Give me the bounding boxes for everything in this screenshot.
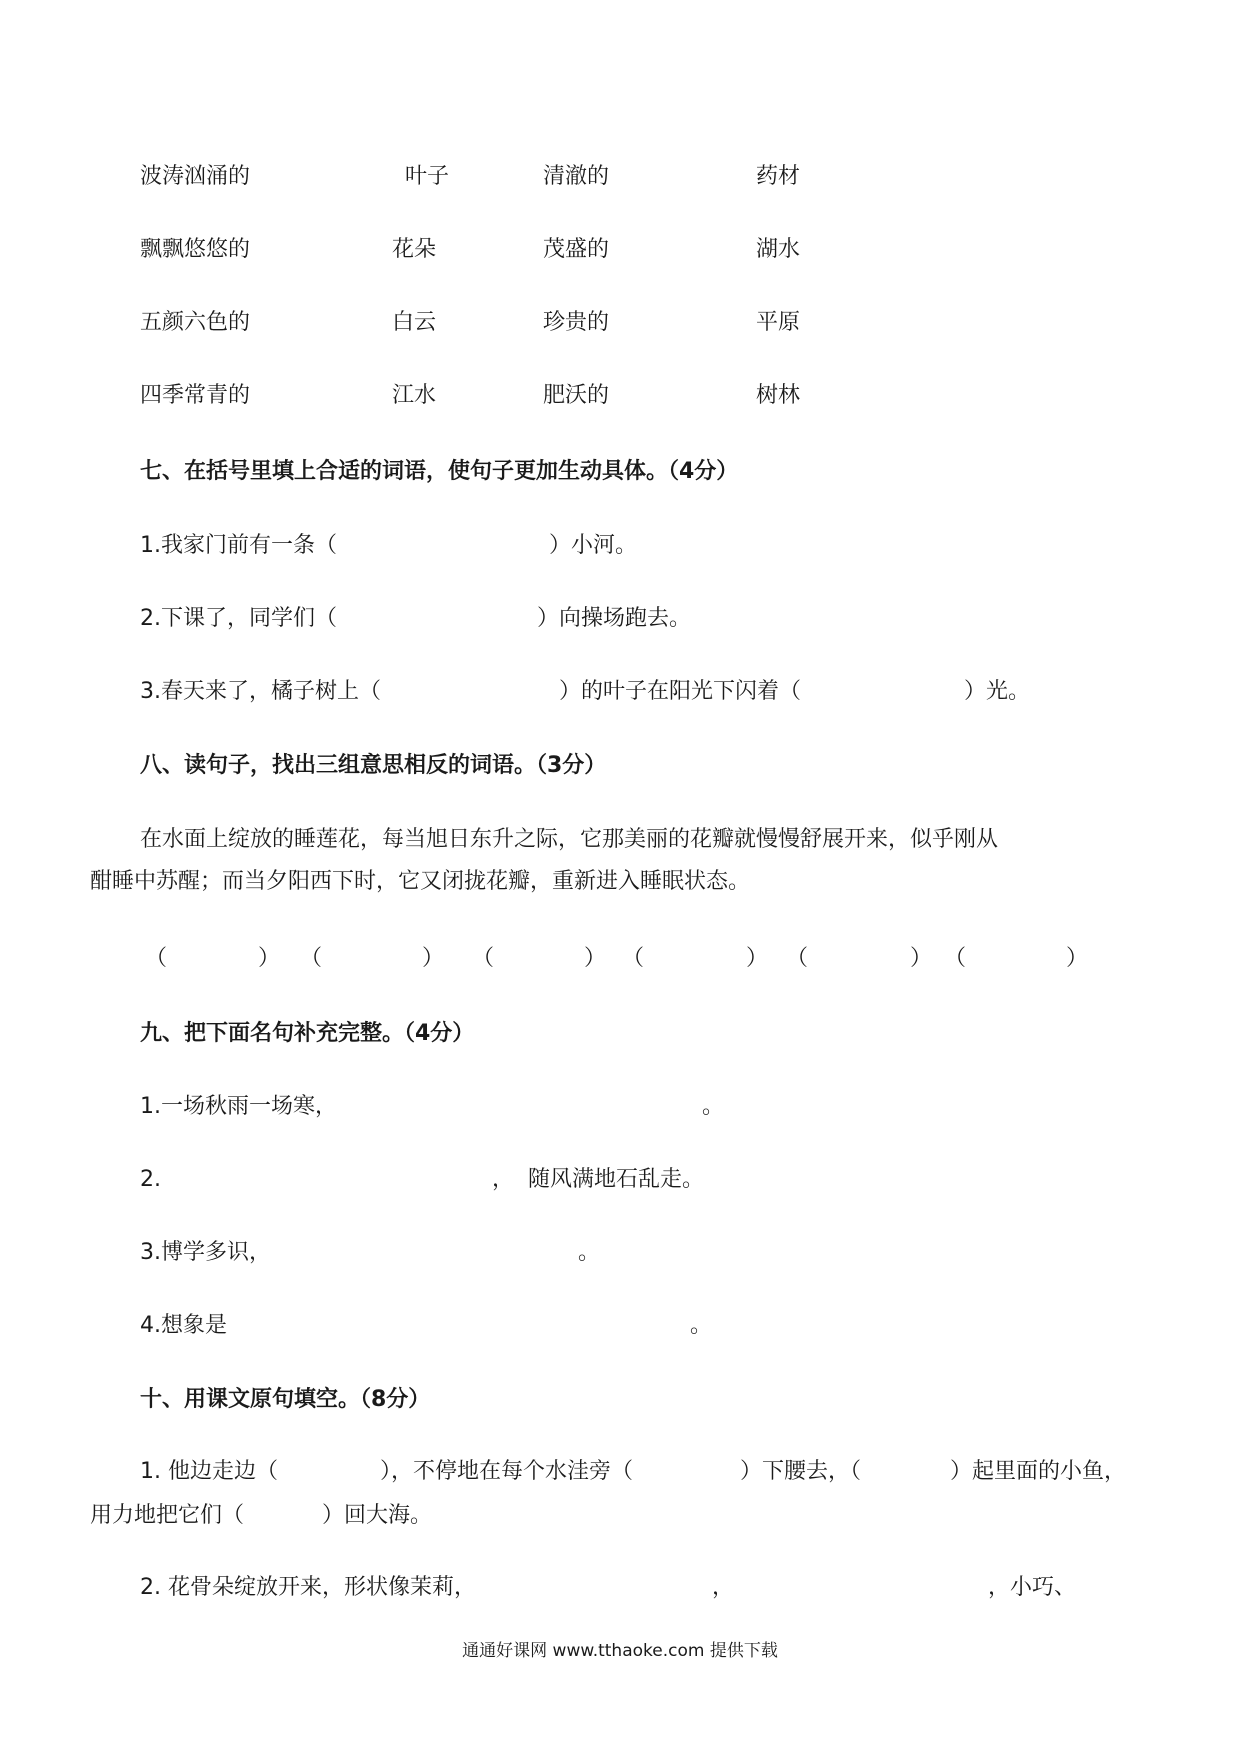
match-cell: 飘飘悠悠的 — [140, 237, 251, 262]
match-cell: 花朵 — [392, 237, 437, 262]
quote-text: 。 — [578, 1240, 601, 1265]
reading-paragraph-line: 酣睡中苏醒；而当夕阳西下时，它又闭拢花瓣，重新进入睡眠状态。 — [90, 869, 751, 894]
section8-heading: 八、读句子，找出三组意思相反的词语。（3分） — [140, 753, 607, 778]
quote-text: 4.想象是 — [140, 1313, 227, 1338]
match-cell: 白云 — [392, 310, 437, 335]
match-cell: 肥沃的 — [543, 383, 610, 408]
bracket-close: ） — [422, 946, 445, 971]
bracket-close: ） — [910, 946, 933, 971]
question-text: ）的叶子在阳光下闪着（ — [559, 679, 802, 704]
section10-heading: 十、用课文原句填空。（8分） — [140, 1387, 431, 1412]
question-text: ）向操场跑去。 — [537, 606, 692, 631]
quote-text: 3.博学多识， — [140, 1240, 271, 1265]
bracket-close: ） — [1066, 946, 1089, 971]
bracket-open: （ — [786, 946, 809, 971]
match-cell: 平原 — [756, 310, 801, 335]
quote-text: 。 — [690, 1313, 713, 1338]
fill-text: 2. 花骨朵绽放开来，形状像茉莉， — [140, 1575, 476, 1600]
quote-text: ， 随风满地石乱走。 — [492, 1167, 704, 1192]
section9-heading: 九、把下面名句补充完整。（4分） — [140, 1021, 475, 1046]
bracket-open: （ — [944, 946, 967, 971]
fill-text: ），不停地在每个水洼旁（ — [380, 1459, 634, 1484]
match-cell: 波涛汹涌的 — [140, 164, 251, 189]
match-cell: 湖水 — [756, 237, 801, 262]
bracket-open: （ — [145, 946, 168, 971]
fill-text: 用力地把它们（ — [90, 1503, 245, 1528]
bracket-open: （ — [300, 946, 323, 971]
fill-text: 1. 他边走边（ — [140, 1459, 278, 1484]
question-text: 1.我家门前有一条（ — [140, 533, 337, 558]
match-cell: 五颜六色的 — [140, 310, 251, 335]
match-cell: 江水 — [392, 383, 437, 408]
quote-text: 2. — [140, 1167, 161, 1192]
quote-text: 。 — [702, 1094, 725, 1119]
match-cell: 清澈的 — [543, 164, 610, 189]
bracket-close: ） — [584, 946, 607, 971]
bracket-open: （ — [622, 946, 645, 971]
match-cell: 珍贵的 — [543, 310, 610, 335]
question-text: ）光。 — [964, 679, 1031, 704]
reading-paragraph-line: 在水面上绽放的睡莲花，每当旭日东升之际，它那美丽的花瓣就慢慢舒展开来，似乎刚从 — [140, 827, 999, 852]
fill-text: ）回大海。 — [322, 1503, 433, 1528]
section7-heading: 七、在括号里填上合适的词语，使句子更加生动具体。（4分） — [140, 459, 739, 484]
match-cell: 药材 — [756, 164, 801, 189]
match-cell: 茂盛的 — [543, 237, 610, 262]
bracket-close: ） — [746, 946, 769, 971]
question-text: 2.下课了，同学们（ — [140, 606, 337, 631]
quote-text: 1.一场秋雨一场寒， — [140, 1094, 337, 1119]
match-cell: 树林 — [756, 383, 801, 408]
question-text: 3.春天来了，橘子树上（ — [140, 679, 381, 704]
page-footer: 通通好课网 www.tthaoke.com 提供下载 — [462, 1641, 778, 1661]
bracket-close: ） — [258, 946, 281, 971]
question-text: ）小河。 — [549, 533, 638, 558]
bracket-open: （ — [472, 946, 495, 971]
fill-text: ， — [712, 1575, 735, 1600]
fill-text: ，小巧、 — [988, 1575, 1077, 1600]
match-cell: 叶子 — [405, 164, 450, 189]
match-cell: 四季常青的 — [140, 383, 251, 408]
fill-text: ）下腰去，（ — [740, 1459, 862, 1484]
fill-text: ）起里面的小鱼， — [950, 1459, 1127, 1484]
